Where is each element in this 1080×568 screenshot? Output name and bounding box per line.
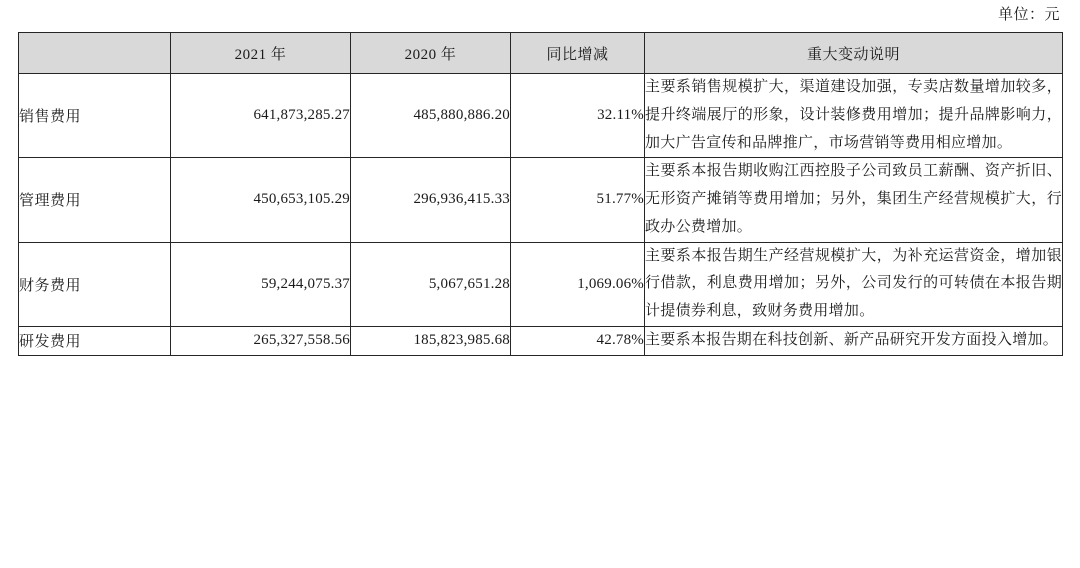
row-change-percent: 51.77% <box>511 158 645 242</box>
unit-note: 单位：元 <box>997 7 1060 23</box>
row-change-percent: 42.78% <box>511 326 645 355</box>
row-note <box>645 158 1063 242</box>
row-value-2021: 265,327,558.56 <box>171 326 351 355</box>
row-note-text: 主要系本报告期在科技创新、新产品研究开发方面投入增加。 <box>645 331 1059 348</box>
row-note <box>645 242 1063 326</box>
table-row <box>19 74 1063 158</box>
row-item-label: 管理费用 <box>19 158 171 242</box>
row-change-percent: 1,069.06% <box>511 242 645 326</box>
row-item-label: 财务费用 <box>19 242 171 326</box>
table-row <box>19 242 1063 326</box>
column-header-note: 重大变动说明 <box>645 33 1063 74</box>
row-item-label: 销售费用 <box>19 74 171 158</box>
row-note <box>645 74 1063 158</box>
row-value-2020: 296,936,415.33 <box>351 158 511 242</box>
row-note <box>645 326 1063 355</box>
row-value-2021: 59,244,075.37 <box>171 242 351 326</box>
row-note-text: 主要系本报告期生产经营规模扩大，为补充运营资金，增加银行借款，利息费用增加；另外，公司发行的可转债在本报告期计提债券利息，致财务费用增加。 <box>645 247 1062 319</box>
column-header-year-2020: 2020 年 <box>351 33 511 74</box>
row-value-2020: 5,067,651.28 <box>351 242 511 326</box>
table-row <box>19 326 1063 355</box>
row-value-2020: 485,880,886.20 <box>351 74 511 158</box>
column-header-year-2021: 2021 年 <box>171 33 351 74</box>
column-header-item <box>19 33 171 74</box>
row-note-text: 主要系本报告期收购江西控股子公司致员工薪酬、资产折旧、无形资产摊销等费用增加；另外，集团生产经营规模扩大，行政办公费增加。 <box>645 163 1062 235</box>
row-change-percent: 32.11% <box>511 74 645 158</box>
row-value-2020: 185,823,985.68 <box>351 326 511 355</box>
table-row <box>19 158 1063 242</box>
row-value-2021: 641,873,285.27 <box>171 74 351 158</box>
row-item-label: 研发费用 <box>19 326 171 355</box>
column-header-change: 同比增减 <box>511 33 645 74</box>
row-value-2021: 450,653,105.29 <box>171 158 351 242</box>
table-header-row <box>19 33 1063 74</box>
expense-analysis-table <box>18 32 1063 356</box>
row-note-text: 主要系销售规模扩大，渠道建设加强，专卖店数量增加较多，提升终端展厅的形象，设计装修费用增加；提升品牌影响力，加大广告宣传和品牌推广，市场营销等费用相应增加。 <box>645 79 1062 151</box>
